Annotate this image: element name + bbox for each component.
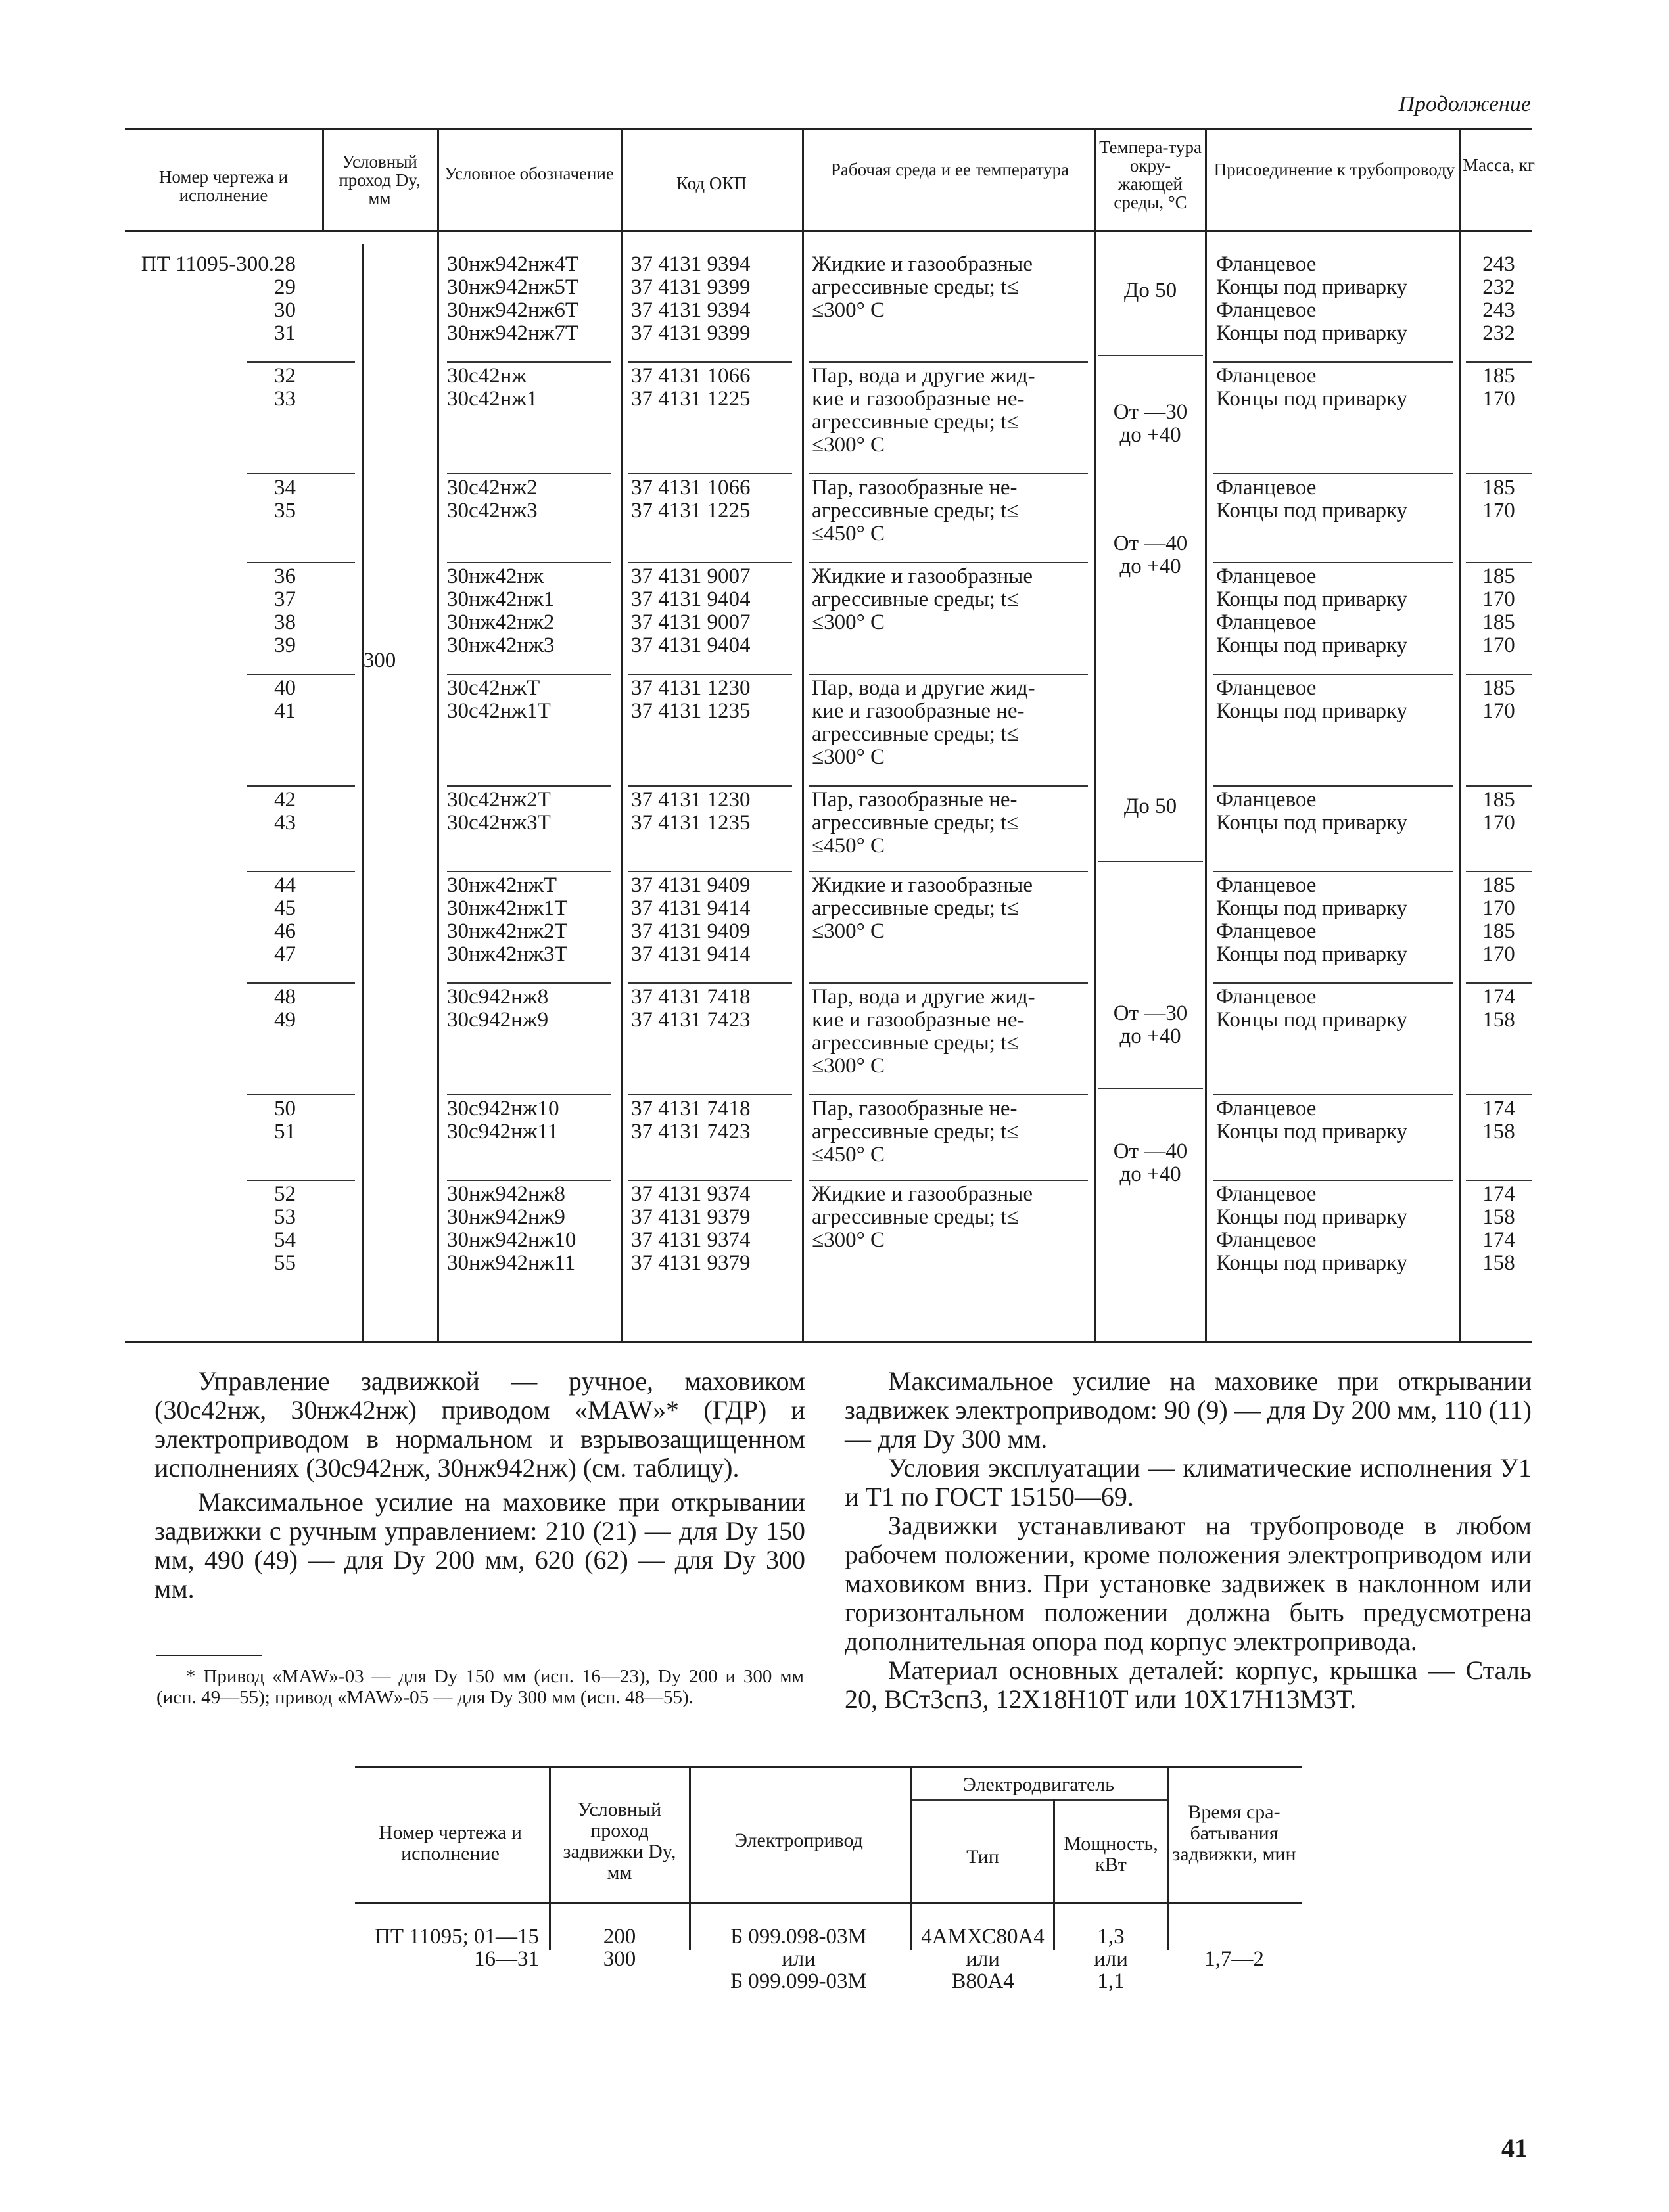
- okp-code: 37 4131 1225: [631, 387, 751, 411]
- medium-line: ≤300° С: [812, 1228, 885, 1252]
- bt-power-cell: [1055, 1925, 1167, 1993]
- medium-line: кие и газообразные не-: [812, 699, 1025, 723]
- designation: 30с42нж3Т: [447, 811, 551, 835]
- group-separator: [1466, 1180, 1532, 1181]
- designation: 30с942нж10: [447, 1097, 559, 1120]
- group-separator: [809, 562, 1088, 563]
- designation: 30нж942нж7Т: [447, 321, 579, 345]
- medium-line: агрессивные среды; t≤: [812, 722, 1019, 746]
- group-separator: [447, 562, 611, 563]
- temp-separator: [1098, 861, 1203, 862]
- mass-value: 185: [1482, 873, 1515, 897]
- okp-code: 37 4131 1225: [631, 499, 751, 522]
- mass-value: 170: [1482, 387, 1515, 411]
- okp-code: 37 4131 1230: [631, 788, 751, 812]
- drawing-number: 49: [274, 1008, 296, 1032]
- connection: Фланцевое: [1216, 364, 1317, 388]
- drawing-number: 44: [274, 873, 296, 897]
- mass-value: 185: [1482, 476, 1515, 499]
- drawing-number: 43: [274, 811, 296, 835]
- connection: Концы под приварку: [1216, 634, 1408, 657]
- group-separator: [809, 1180, 1088, 1181]
- medium-line: агрессивные среды; t≤: [812, 811, 1019, 835]
- medium-line: Пар, вода и другие жид-: [812, 364, 1035, 388]
- footnote-rule: [156, 1655, 262, 1656]
- designation: 30с42нж: [447, 364, 527, 388]
- drawing-number: 45: [274, 896, 296, 920]
- group-separator: [628, 361, 792, 363]
- medium-line: ≤300° С: [812, 611, 885, 634]
- connection: Концы под приварку: [1216, 1120, 1408, 1143]
- group-separator: [247, 785, 355, 787]
- group-separator: [447, 1094, 611, 1095]
- bt-drawing-line: ПТ 11095; 01—15: [375, 1925, 539, 1948]
- drawing-number: 41: [274, 699, 296, 723]
- connection: Концы под приварку: [1216, 896, 1408, 920]
- connection: Концы под приварку: [1216, 1251, 1408, 1275]
- group-separator: [247, 674, 355, 675]
- designation: 30нж42нж2Т: [447, 919, 568, 943]
- mass-value: 170: [1482, 588, 1515, 611]
- header-temp: Темпера-тура окру-жающей среды, °C: [1099, 137, 1202, 212]
- group-separator: [247, 982, 355, 984]
- header-drawing: Номер чертежа и исполнение: [158, 167, 289, 205]
- group-separator: [1466, 562, 1532, 563]
- left-paragraph-1: Управление задвижкой — ручное, маховиком (30с42нж, 30нж42нж) приводом «MAW»* (ГДР) и электроприводом в нормальном и взрывозащищенном исполнениях (30с942нж, 30нж942нж) (см. таблицу).: [154, 1366, 805, 1483]
- bt-header-drawing: Номер чертежа и исполнение: [379, 1822, 522, 1864]
- medium-line: ≤450° С: [812, 834, 885, 858]
- connection: Концы под приварку: [1216, 699, 1408, 723]
- okp-code: 37 4131 9399: [631, 275, 751, 299]
- connection: Концы под приварку: [1216, 588, 1408, 611]
- mass-value: 185: [1482, 919, 1515, 943]
- header-dn: Условный проход Dy, мм: [339, 152, 421, 208]
- connection: Фланцевое: [1216, 1097, 1317, 1120]
- bt-header-type: Тип: [966, 1846, 999, 1868]
- medium-line: агрессивные среды; t≤: [812, 1205, 1019, 1229]
- group-separator: [1466, 361, 1532, 363]
- designation: 30нж942нж6Т: [447, 298, 579, 322]
- temp-separator: [1098, 355, 1203, 356]
- medium-line: агрессивные среды; t≤: [812, 499, 1019, 522]
- medium-line: ≤450° С: [812, 1143, 885, 1166]
- designation: 30с42нж2Т: [447, 788, 551, 812]
- connection: Фланцевое: [1216, 1228, 1317, 1252]
- medium-line: Пар, газообразные не-: [812, 788, 1018, 812]
- group-separator: [809, 473, 1088, 474]
- group-separator: [809, 871, 1088, 872]
- designation: 30с942нж11: [447, 1120, 559, 1143]
- header-designation: Условное обозначение: [444, 164, 614, 183]
- connection: Концы под приварку: [1216, 321, 1408, 345]
- mass-value: 170: [1482, 896, 1515, 920]
- group-separator: [447, 1180, 611, 1181]
- drawing-number: 40: [274, 676, 296, 700]
- right-paragraph-4: Материал основных деталей: корпус, крышка — Сталь 20, ВСт3сп3, 12Х18Н10Т или 10Х17Н13М3Т.: [845, 1655, 1532, 1714]
- drawing-number: 50: [274, 1097, 296, 1120]
- mass-value: 158: [1482, 1120, 1515, 1143]
- connection: Фланцевое: [1216, 298, 1317, 322]
- right-paragraph-2: Условия эксплуатации — климатические исполнения У1 и Т1 по ГОСТ 15150—69.: [845, 1453, 1532, 1511]
- bt-power-line: 1,1: [1097, 1970, 1125, 1993]
- mass-value: 243: [1482, 298, 1515, 322]
- mass-value: 232: [1482, 275, 1515, 299]
- designation: 30с942нж9: [447, 1008, 549, 1032]
- designation: 30нж942нж10: [447, 1228, 576, 1252]
- medium-line: Пар, газообразные не-: [812, 476, 1018, 499]
- mass-value: 243: [1482, 252, 1515, 276]
- okp-code: 37 4131 1230: [631, 676, 751, 700]
- bt-header-time: Время сра-батывания задвижки, мин: [1172, 1801, 1296, 1865]
- medium-line: ≤450° С: [812, 522, 885, 545]
- left-paragraph-2: Максимальное усилие на маховике при открывании задвижки с ручным управлением: 210 (21) — для Dy 150 мм, 490 (49) — для Dy 200 мм, 620 (62) — для Dy 300 мм.: [154, 1487, 805, 1603]
- header-medium: Рабочая среда и ее температура: [830, 160, 1070, 179]
- ambient-temp: до +40: [1119, 1163, 1181, 1186]
- mass-value: 185: [1482, 565, 1515, 588]
- okp-code: 37 4131 1066: [631, 476, 751, 499]
- drawing-number: 38: [274, 611, 296, 634]
- drawing-number: 48: [274, 985, 296, 1009]
- medium-line: ≤300° С: [812, 298, 885, 322]
- group-separator: [247, 562, 355, 563]
- group-separator: [447, 361, 611, 363]
- okp-code: 37 4131 9379: [631, 1251, 751, 1275]
- header-mass: Масса, кг: [1463, 155, 1535, 175]
- group-separator: [628, 1094, 792, 1095]
- mass-value: 185: [1482, 788, 1515, 812]
- group-separator: [1466, 785, 1532, 787]
- okp-code: 37 4131 9374: [631, 1182, 751, 1206]
- designation: 30с42нж3: [447, 499, 538, 522]
- connection: Концы под приварку: [1216, 1205, 1408, 1229]
- okp-code: 37 4131 9374: [631, 1228, 751, 1252]
- mass-value: 174: [1482, 985, 1515, 1009]
- okp-code: 37 4131 1066: [631, 364, 751, 388]
- connection: Фланцевое: [1216, 919, 1317, 943]
- bt-dn-line: 300: [603, 1947, 636, 1971]
- ambient-temp: От —40: [1113, 532, 1188, 555]
- drawing-number: 32: [274, 364, 296, 388]
- connection: Концы под приварку: [1216, 499, 1408, 522]
- okp-code: 37 4131 1235: [631, 811, 751, 835]
- continuation-label: Продолжение: [1398, 92, 1531, 116]
- connection: Фланцевое: [1216, 676, 1317, 700]
- ambient-temp: От —30: [1113, 1002, 1188, 1025]
- group-separator: [1213, 785, 1453, 787]
- medium-line: агрессивные среды; t≤: [812, 1120, 1019, 1143]
- drawing-number: 51: [274, 1120, 296, 1143]
- mass-value: 170: [1482, 811, 1515, 835]
- designation: 30нж42нж3: [447, 634, 555, 657]
- medium-line: Жидкие и газообразные: [812, 873, 1033, 897]
- designation: 30с42нжТ: [447, 676, 540, 700]
- right-column-text: [845, 1367, 1532, 1714]
- drawing-number: 35: [274, 499, 296, 522]
- connection: Фланцевое: [1216, 252, 1317, 276]
- bt-drive-line: Б 099.099-03М: [730, 1970, 867, 1993]
- ambient-temp: до +40: [1119, 555, 1181, 578]
- designation: 30с42нж1: [447, 387, 538, 411]
- designation: 30с942нж8: [447, 985, 549, 1009]
- designation: 30нж42нж1Т: [447, 896, 568, 920]
- group-separator: [1213, 473, 1453, 474]
- drawing-number: 29: [274, 275, 296, 299]
- group-separator: [809, 785, 1088, 787]
- okp-code: 37 4131 7418: [631, 985, 751, 1009]
- connection: Фланцевое: [1216, 476, 1317, 499]
- drawing-number: 42: [274, 788, 296, 812]
- connection: Концы под приварку: [1216, 275, 1408, 299]
- medium-line: Жидкие и газообразные: [812, 252, 1033, 276]
- ambient-temp: до +40: [1119, 423, 1181, 447]
- mass-value: 174: [1482, 1182, 1515, 1206]
- group-separator: [1466, 871, 1532, 872]
- group-separator: [628, 1180, 792, 1181]
- dn-value: 300: [363, 649, 396, 672]
- connection: Фланцевое: [1216, 873, 1317, 897]
- group-separator: [447, 473, 611, 474]
- bt-header-motor: Электродвигатель: [963, 1774, 1114, 1795]
- drawing-number: 31: [274, 321, 296, 345]
- group-separator: [1213, 1180, 1453, 1181]
- medium-line: ≤300° С: [812, 433, 885, 457]
- medium-line: Жидкие и газообразные: [812, 565, 1033, 588]
- group-separator: [1466, 982, 1532, 984]
- mass-value: 185: [1482, 611, 1515, 634]
- group-separator: [447, 871, 611, 872]
- designation: 30нж942нж4Т: [447, 252, 579, 276]
- mass-value: 170: [1482, 699, 1515, 723]
- designation: 30нж42нж1: [447, 588, 555, 611]
- medium-line: ≤300° С: [812, 919, 885, 943]
- drawing-number: 39: [274, 634, 296, 657]
- connection: Фланцевое: [1216, 985, 1317, 1009]
- drawing-number: 55: [274, 1251, 296, 1275]
- designation: 30нж42нж2: [447, 611, 555, 634]
- connection: Концы под приварку: [1216, 942, 1408, 966]
- group-separator: [809, 982, 1088, 984]
- mass-value: 158: [1482, 1251, 1515, 1275]
- bt-drive-cell: [690, 1925, 907, 1993]
- right-paragraph-1: Максимальное усилие на маховике при открывании задвижек электроприводом: 90 (9) — для Dy 200 мм, 110 (11) — для Dy 300 мм.: [845, 1366, 1532, 1454]
- connection: Фланцевое: [1216, 788, 1317, 812]
- group-separator: [1213, 674, 1453, 675]
- okp-code: 37 4131 7418: [631, 1097, 751, 1120]
- mass-value: 158: [1482, 1205, 1515, 1229]
- okp-code: 37 4131 9409: [631, 873, 751, 897]
- mass-value: 185: [1482, 676, 1515, 700]
- group-separator: [1213, 871, 1453, 872]
- mass-value: 158: [1482, 1008, 1515, 1032]
- medium-line: кие и газообразные не-: [812, 387, 1025, 411]
- bt-header-power: Мощность, кВт: [1064, 1833, 1158, 1876]
- right-paragraph-3: Задвижки устанавливают на трубопроводе в любом рабочем положении, кроме положения электроприводом или маховиком вниз. При установке задвижек в наклонном или горизонтальном положении должна быть предусмотрена дополнительная опора под корпус электропривода.: [845, 1511, 1532, 1656]
- medium-line: агрессивные среды; t≤: [812, 410, 1019, 434]
- drawing-number: 54: [274, 1228, 296, 1252]
- group-separator: [247, 1094, 355, 1095]
- group-separator: [628, 871, 792, 872]
- okp-code: 37 4131 9007: [631, 565, 751, 588]
- medium-line: агрессивные среды; t≤: [812, 896, 1019, 920]
- okp-code: 37 4131 9007: [631, 611, 751, 634]
- designation: 30нж942нж8: [447, 1182, 565, 1206]
- okp-code: 37 4131 9414: [631, 942, 751, 966]
- group-separator: [247, 871, 355, 872]
- okp-code: 37 4131 9414: [631, 896, 751, 920]
- medium-line: ≤300° С: [812, 1054, 885, 1078]
- designation: 30с42нж1Т: [447, 699, 551, 723]
- drawing-number: 30: [274, 298, 296, 322]
- okp-code: 37 4131 1235: [631, 699, 751, 723]
- group-separator: [628, 562, 792, 563]
- okp-code: 37 4131 9404: [631, 588, 751, 611]
- okp-code: 37 4131 9399: [631, 321, 751, 345]
- okp-code: 37 4131 9409: [631, 919, 751, 943]
- okp-code: 37 4131 9394: [631, 252, 751, 276]
- group-separator: [1466, 674, 1532, 675]
- connection: Концы под приварку: [1216, 387, 1408, 411]
- page-number: 41: [1501, 2133, 1528, 2163]
- connection: Фланцевое: [1216, 565, 1317, 588]
- group-separator: [1213, 361, 1453, 363]
- group-separator: [1466, 1094, 1532, 1095]
- bt-type-line: 4АМХС80А4: [921, 1925, 1045, 1948]
- designation: 30нж42нж: [447, 565, 544, 588]
- connection: Фланцевое: [1216, 611, 1317, 634]
- bt-time-cell: 1,7—2: [1204, 1947, 1264, 1971]
- drawing-number: 33: [274, 387, 296, 411]
- group-separator: [809, 1094, 1088, 1095]
- medium-line: агрессивные среды; t≤: [812, 275, 1019, 299]
- group-separator: [447, 785, 611, 787]
- bt-header-drive: Электропривод: [734, 1830, 863, 1851]
- mass-value: 174: [1482, 1097, 1515, 1120]
- designation: 30нж42нж3Т: [447, 942, 568, 966]
- group-separator: [447, 982, 611, 984]
- ambient-temp: До 50: [1123, 795, 1177, 818]
- group-separator: [1213, 562, 1453, 563]
- medium-line: кие и газообразные не-: [812, 1008, 1025, 1032]
- bt-type-cell: [914, 1925, 1052, 1993]
- group-separator: [1466, 473, 1532, 474]
- drawing-number: 46: [274, 919, 296, 943]
- connection: Концы под приварку: [1216, 1008, 1408, 1032]
- group-separator: [628, 473, 792, 474]
- group-separator: [628, 674, 792, 675]
- drawing-number: ПТ 11095-300.28: [141, 252, 296, 276]
- group-separator: [247, 361, 355, 363]
- ambient-temp: до +40: [1119, 1025, 1181, 1048]
- drawing-number: 36: [274, 565, 296, 588]
- mass-value: 170: [1482, 499, 1515, 522]
- okp-code: 37 4131 9379: [631, 1205, 751, 1229]
- header-connection: Присоединение к трубопроводу: [1213, 160, 1455, 179]
- mass-value: 185: [1482, 364, 1515, 388]
- designation: 30нж942нж5Т: [447, 275, 579, 299]
- ambient-temp: От —30: [1113, 400, 1188, 424]
- bt-dn-cell: [552, 1925, 687, 1970]
- header-okp: Код ОКП: [676, 173, 747, 193]
- designation: 30с42нж2: [447, 476, 538, 499]
- footnote: * Привод «MAW»-03 — для Dy 150 мм (исп. 16—23), Dy 200 и 300 мм (исп. 49—55); привод «MAW»-05 — для Dy 300 мм (исп. 48—55).: [156, 1666, 804, 1708]
- drawing-number: 47: [274, 942, 296, 966]
- mass-value: 170: [1482, 942, 1515, 966]
- bt-power-line: или: [1094, 1947, 1128, 1971]
- group-separator: [1213, 1094, 1453, 1095]
- bt-header-dn: Условный проход задвижки Dy, мм: [563, 1799, 676, 1883]
- ambient-temp: От —40: [1113, 1140, 1188, 1163]
- group-separator: [809, 361, 1088, 363]
- connection: Фланцевое: [1216, 1182, 1317, 1206]
- group-separator: [247, 473, 355, 474]
- drawing-number: 34: [274, 476, 296, 499]
- bt-type-line: или: [966, 1947, 1000, 1971]
- group-separator: [628, 785, 792, 787]
- temp-separator: [1098, 1088, 1203, 1089]
- drawing-number: 37: [274, 588, 296, 611]
- medium-line: Пар, вода и другие жид-: [812, 985, 1035, 1009]
- group-separator: [247, 1180, 355, 1181]
- bt-drawing-cell: [335, 1925, 539, 1970]
- group-separator: [447, 674, 611, 675]
- drawing-number: 52: [274, 1182, 296, 1206]
- okp-code: 37 4131 7423: [631, 1008, 751, 1032]
- bt-type-line: В80А4: [951, 1970, 1014, 1993]
- mass-value: 170: [1482, 634, 1515, 657]
- bt-drive-line: Б 099.098-03М: [730, 1925, 867, 1948]
- designation: 30нж942нж9: [447, 1205, 565, 1229]
- group-separator: [809, 674, 1088, 675]
- group-separator: [628, 982, 792, 984]
- okp-code: 37 4131 9394: [631, 298, 751, 322]
- group-separator: [1213, 982, 1453, 984]
- medium-line: агрессивные среды; t≤: [812, 588, 1019, 611]
- mass-value: 174: [1482, 1228, 1515, 1252]
- bt-drive-line: или: [782, 1947, 816, 1971]
- medium-line: Жидкие и газообразные: [812, 1182, 1033, 1206]
- bt-dn-line: 200: [603, 1925, 636, 1948]
- medium-line: Пар, газообразные не-: [812, 1097, 1018, 1120]
- ambient-temp: До 50: [1123, 279, 1177, 302]
- okp-code: 37 4131 9404: [631, 634, 751, 657]
- designation: 30нж42нжТ: [447, 873, 557, 897]
- bt-drawing-line: 16—31: [474, 1947, 539, 1971]
- mass-value: 232: [1482, 321, 1515, 345]
- okp-code: 37 4131 7423: [631, 1120, 751, 1143]
- medium-line: Пар, вода и другие жид-: [812, 676, 1035, 700]
- left-column-text: [154, 1367, 805, 1603]
- medium-line: ≤300° С: [812, 745, 885, 769]
- designation: 30нж942нж11: [447, 1251, 576, 1275]
- medium-line: агрессивные среды; t≤: [812, 1031, 1019, 1055]
- drawing-number: 53: [274, 1205, 296, 1229]
- connection: Концы под приварку: [1216, 811, 1408, 835]
- bt-power-line: 1,3: [1097, 1925, 1125, 1948]
